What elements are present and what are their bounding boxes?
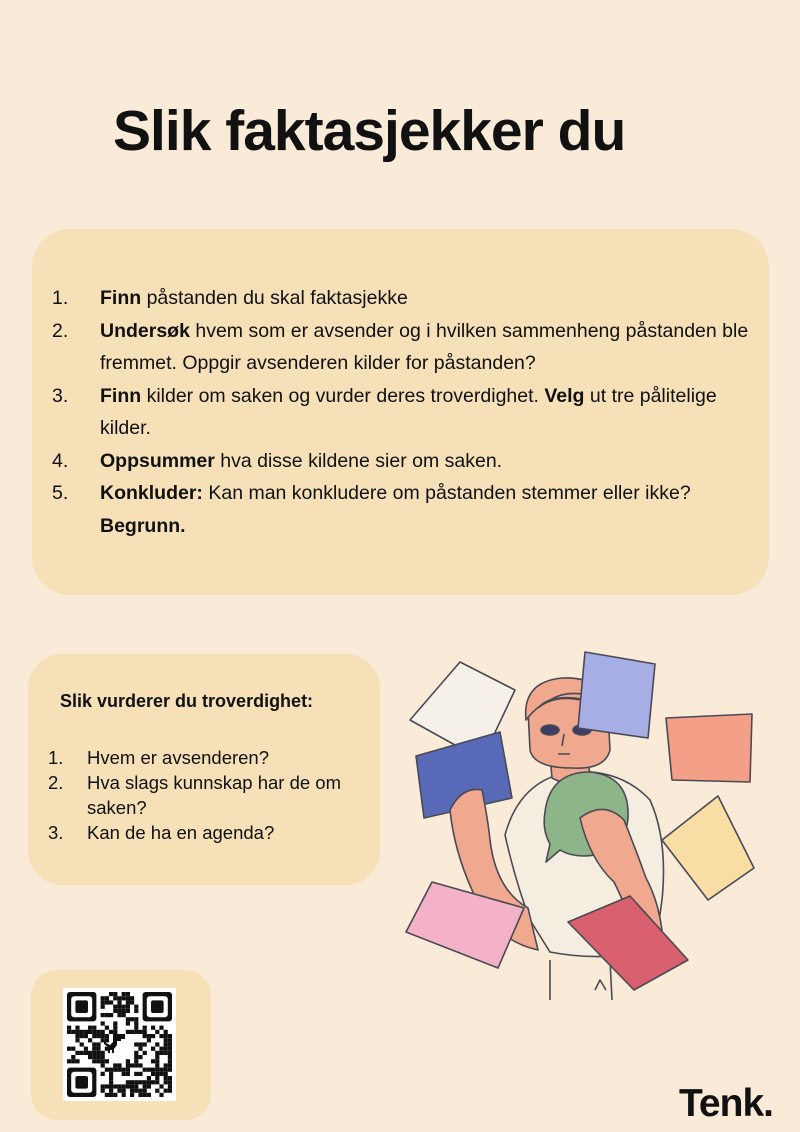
list-item bbox=[48, 745, 368, 770]
step-text bbox=[100, 315, 764, 380]
list-item bbox=[52, 445, 764, 478]
step-description: Kan man konkludere om påstanden stemmer eller ikke? bbox=[202, 482, 691, 504]
step-text bbox=[100, 282, 764, 315]
credibility-title: Slik vurderer du troverdighet: bbox=[60, 691, 314, 711]
page-title: Slik faktasjekker du bbox=[113, 99, 626, 163]
item-text: Hvem er avsenderen? bbox=[87, 747, 270, 768]
list-item bbox=[48, 820, 368, 845]
step-number: 5. bbox=[52, 482, 69, 504]
step-description: påstanden du skal faktasjekke bbox=[141, 287, 408, 309]
step-description: hvem som er avsender og i hvilken sammenheng påstanden ble fremmet. Oppgir avsenderen kilder for påstanden? bbox=[100, 319, 749, 374]
step-number: 3. bbox=[52, 384, 69, 407]
list-item bbox=[52, 282, 764, 315]
qr-code[interactable] bbox=[63, 988, 176, 1101]
credibility-list bbox=[48, 745, 368, 845]
item-number: 3. bbox=[48, 822, 64, 843]
qr-finder-pattern bbox=[75, 1000, 88, 1013]
tenk-logo: Tenk. bbox=[679, 1082, 773, 1125]
step-keyword-2: Begrunn. bbox=[100, 514, 186, 537]
step-text bbox=[100, 445, 764, 478]
step-text bbox=[100, 477, 764, 542]
qr-code-pattern bbox=[63, 988, 176, 1101]
step-keyword: Finn bbox=[100, 287, 142, 309]
item-number: 1. bbox=[48, 747, 64, 768]
step-keyword: Konkluder: bbox=[100, 482, 203, 504]
step-number: 4. bbox=[52, 449, 69, 472]
list-item bbox=[52, 315, 764, 380]
step-number: 1. bbox=[52, 287, 69, 309]
step-description-2: ut tre pålitelige kilder. bbox=[100, 384, 717, 439]
person-with-papers-illustration bbox=[400, 650, 770, 1010]
step-keyword: Finn bbox=[100, 384, 142, 407]
qr-finder-pattern bbox=[151, 1000, 164, 1013]
steps-list bbox=[52, 282, 764, 542]
list-item bbox=[48, 770, 368, 820]
item-number: 2. bbox=[48, 772, 64, 793]
step-keyword: Undersøk bbox=[100, 319, 190, 342]
step-keyword-2: Velg bbox=[544, 384, 585, 407]
step-keyword: Oppsummer bbox=[100, 449, 215, 472]
step-text bbox=[100, 380, 764, 445]
list-item bbox=[52, 477, 764, 542]
item-text: Kan de ha en agenda? bbox=[87, 822, 275, 843]
step-description: hva disse kildene sier om saken. bbox=[214, 449, 503, 472]
item-text: Hva slags kunnskap har de om saken? bbox=[87, 772, 341, 818]
list-item bbox=[52, 380, 764, 445]
step-number: 2. bbox=[52, 319, 69, 342]
qr-finder-pattern bbox=[75, 1076, 88, 1089]
step-description: kilder om saken og vurder deres troverdighet. bbox=[141, 384, 545, 407]
